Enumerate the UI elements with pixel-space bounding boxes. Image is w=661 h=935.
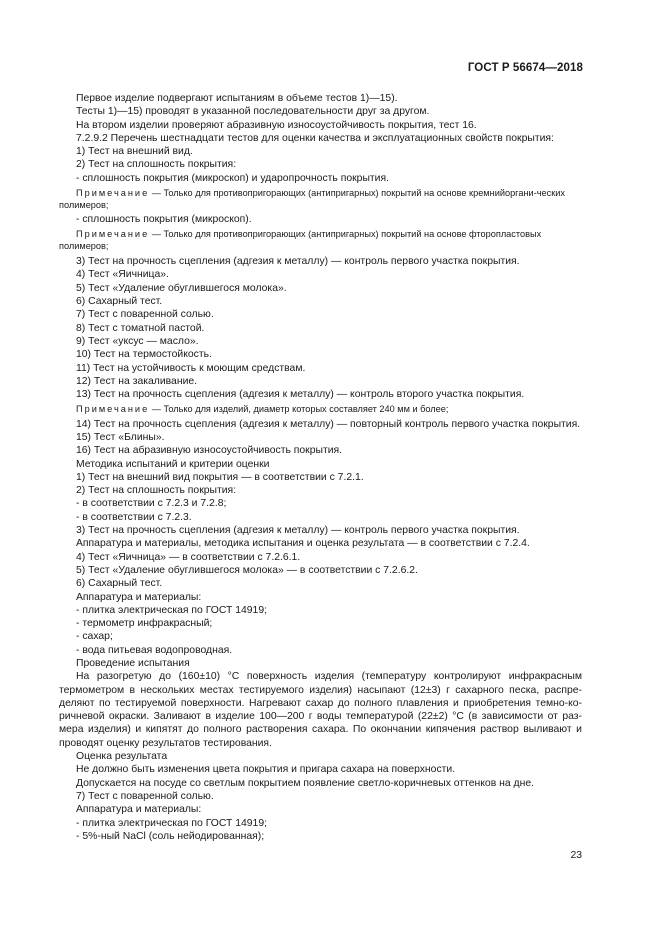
body-paragraph: Первое изделие подвергают испытаниям в объеме тестов 1)—15). xyxy=(76,93,398,104)
page-number: 23 xyxy=(570,850,582,861)
body-paragraph: 6) Сахарный тест. xyxy=(76,578,163,590)
body-paragraph: - плитка электрическая по ГОСТ 14919; xyxy=(76,817,268,829)
body-paragraph: 7) Тест с поваренной солью. xyxy=(76,309,214,321)
body-paragraph: На втором изделии проверяют абразивную износоустойчивость покрытия, тест 16. xyxy=(76,119,477,131)
note-paragraph xyxy=(59,187,582,211)
note-paragraph xyxy=(59,403,582,415)
body-paragraph: Оценка результата xyxy=(76,751,168,763)
body-paragraph: 10) Тест на термостойкость. xyxy=(76,349,212,361)
body-paragraph: 4) Тест «Яичница». xyxy=(76,269,169,281)
body-paragraph: Проведение испытания xyxy=(76,658,190,669)
body-paragraph: Тесты 1)—15) проводят в указанной последовательности друг за другом. xyxy=(76,106,430,118)
note-text: — Только для противопригорающих (антипригарных) покрытий на основе фторопластовых полимеров; xyxy=(59,229,542,252)
body-paragraph: 1) Тест на внешний вид покрытия — в соответствии с 7.2.1. xyxy=(76,471,364,483)
body-paragraph: 3) Тест на прочность сцепления (адгезия к металлу) — контроль первого участка покрытия. xyxy=(76,256,520,268)
body-paragraph: 14) Тест на прочность сцепления (адгезия к металлу) — повторный контроль первого участка покрытия. xyxy=(76,418,581,430)
body-paragraph: 6) Сахарный тест. xyxy=(76,296,163,308)
body-paragraph: Аппаратура и материалы: xyxy=(76,591,202,603)
body-paragraph: 2) Тест на сплошность покрытия: xyxy=(76,159,237,171)
body-paragraph: 5) Тест «Удаление обуглившегося молока» — в соответствии с 7.2.6.2. xyxy=(76,564,418,576)
body-paragraph: Методика испытаний и критерии оценки xyxy=(76,458,270,470)
body-paragraph: 1) Тест на внешний вид. xyxy=(76,146,193,158)
page-body xyxy=(59,92,582,843)
body-paragraph: - вода питьевая водопроводная. xyxy=(76,644,233,656)
body-paragraph: Не должно быть изменения цвета покрытия и пригара сахара на поверхности. xyxy=(76,764,456,776)
body-paragraph: На разогретую до (160±10) °С поверхность изделия (температуру контролируют инфракрасным термометром в нескольких местах тестируемого изделия) насыпают (12±3) г сахарного песка, распре-деляют по тестируемой поверхности. Нагревают сахар до полного плавления и приобретения темно-ко-ричневой окраски. Заливают в изделие 100—200 г воды температурой (22±2) °С (в зависимости от раз-мера изделия) и кипятят до полного растворения сахара. По окончании кипячения раствор выливают и проводят оценку результатов тестирования. xyxy=(59,671,582,749)
body-paragraph: - сплошность покрытия (микроскоп) и ударопрочность покрытия. xyxy=(76,172,389,184)
body-paragraph: Аппаратура и материалы: xyxy=(76,804,202,816)
body-paragraph: - в соответствии с 7.2.3 и 7.2.8; xyxy=(76,498,227,510)
note-text: — Только для противопригорающих (антипригарных) покрытий на основе кремнийоргани-ческих полимеров; xyxy=(59,187,565,210)
body-paragraph: - 5%-ный NaCl (соль нейодированная); xyxy=(76,830,265,842)
body-paragraph: 7) Тест с поваренной солью. xyxy=(76,790,214,802)
body-paragraph: Допускается на посуде со светлым покрытием появление светло-коричневых оттенков на дне. xyxy=(76,777,534,789)
body-paragraph: 13) Тест на прочность сцепления (адгезия к металлу) — контроль второго участка покрытия. xyxy=(76,389,525,401)
body-paragraph: - сахар; xyxy=(76,631,113,643)
body-paragraph: 9) Тест «уксус — масло». xyxy=(76,335,199,347)
body-paragraph: 12) Тест на закаливание. xyxy=(76,375,198,387)
body-paragraph: 3) Тест на прочность сцепления (адгезия к металлу) — контроль первого участка покрытия. xyxy=(76,525,520,537)
body-paragraph: Аппаратура и материалы, методика испытания и оценка результата — в соответствии с 7.2.4. xyxy=(76,538,530,550)
body-paragraph: 7.2.9.2 Перечень шестнадцати тестов для оценки качества и эксплуатационных свойств покрытия: xyxy=(76,132,554,144)
body-paragraph: 11) Тест на устойчивость к моющим средствам. xyxy=(76,362,306,374)
note-label: Примечание xyxy=(76,403,150,414)
body-paragraph: - термометр инфракрасный; xyxy=(76,618,213,630)
body-paragraph: 15) Тест «Блины». xyxy=(76,431,165,443)
note-paragraph xyxy=(59,228,582,252)
body-paragraph: - сплошность покрытия (микроскоп). xyxy=(76,214,252,226)
note-text: — Только для изделий, диаметр которых составляет 240 мм и более; xyxy=(149,403,449,414)
note-label: Примечание xyxy=(76,187,150,198)
body-paragraph: 16) Тест на абразивную износоустойчивость покрытия. xyxy=(76,445,343,457)
body-paragraph: - в соответствии с 7.2.3. xyxy=(76,511,192,523)
body-paragraph: - плитка электрическая по ГОСТ 14919; xyxy=(76,604,268,616)
body-paragraph: 4) Тест «Яичница» — в соответствии с 7.2.6.1. xyxy=(76,551,301,563)
body-paragraph: 2) Тест на сплошность покрытия: xyxy=(76,485,237,497)
note-label: Примечание xyxy=(76,229,150,240)
body-paragraph: 5) Тест «Удаление обуглившегося молока». xyxy=(76,282,287,294)
standard-header: ГОСТ Р 56674—2018 xyxy=(467,62,583,74)
body-paragraph: 8) Тест с томатной пастой. xyxy=(76,322,205,334)
